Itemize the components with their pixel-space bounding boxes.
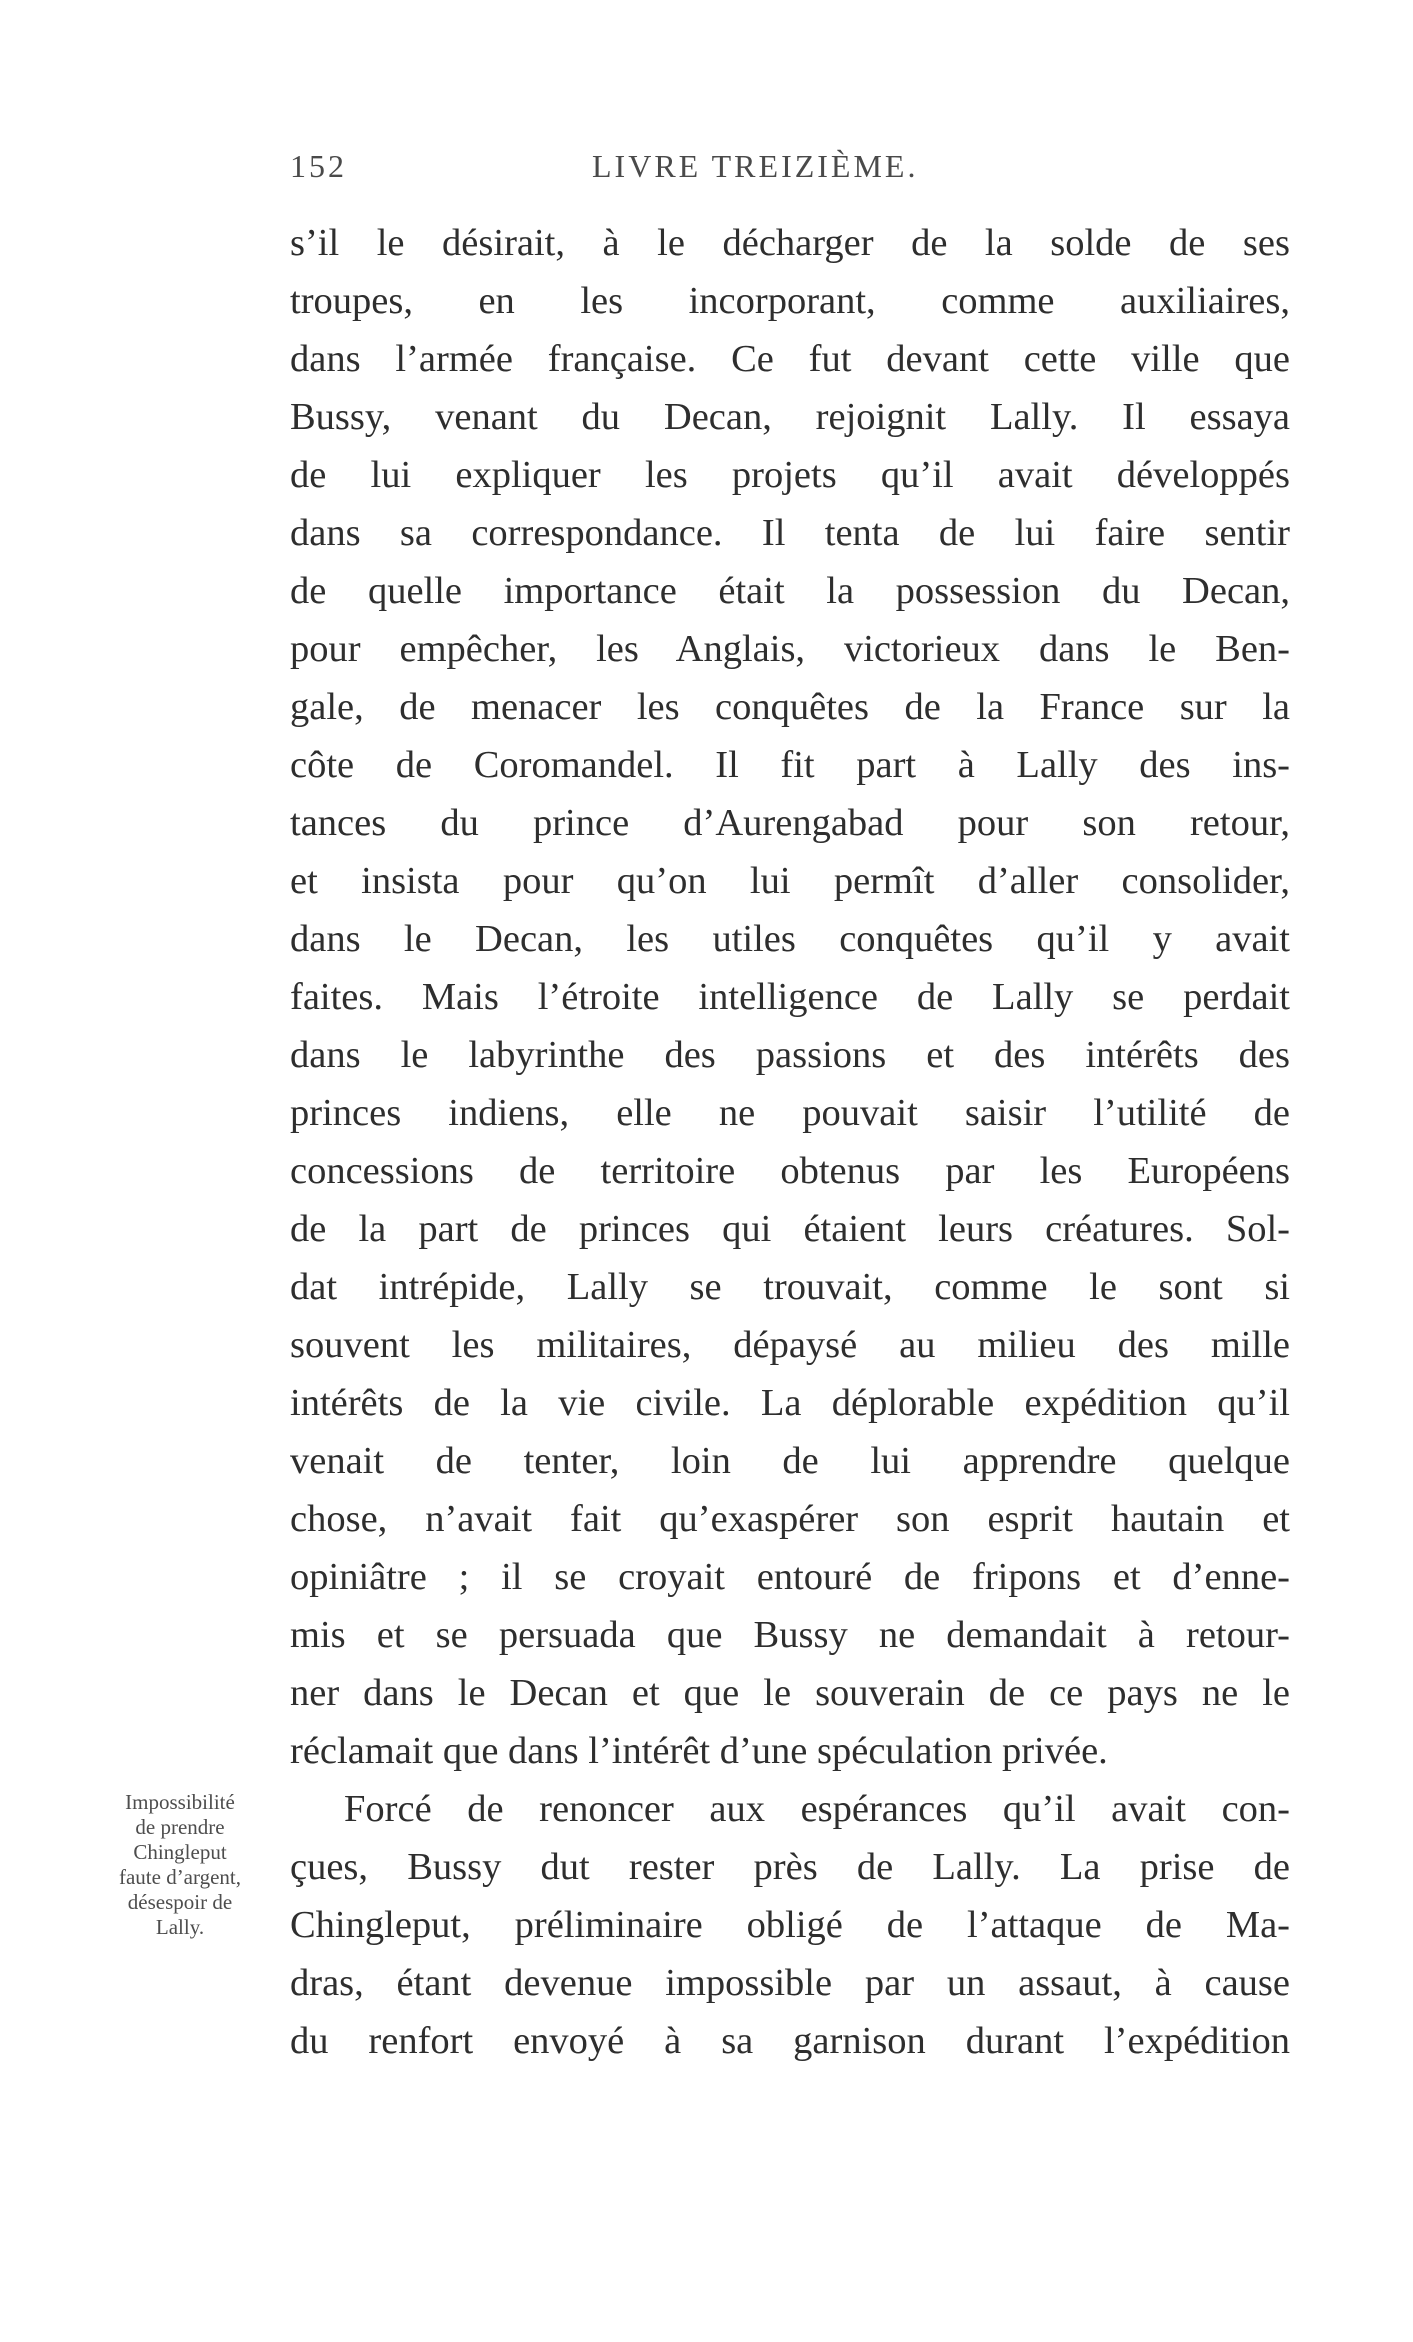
text-line: ner dans le Decan et que le souverain de ce pays ne le: [290, 1672, 1290, 1714]
text-line: de la part de princes qui étaient leurs créatures. Sol-: [290, 1208, 1290, 1250]
marginal-note-line: Impossibilité: [125, 1790, 235, 1814]
text-line: dans le labyrinthe des passions et des intérêts des: [290, 1034, 1290, 1076]
text-line: intérêts de la vie civile. La déplorable expédition qu’il: [290, 1382, 1290, 1424]
text-line: Chingleput, préliminaire obligé de l’attaque de Ma-: [290, 1904, 1290, 1946]
text-line: et insista pour qu’on lui permît d’aller consolider,: [290, 860, 1290, 902]
running-header: [290, 148, 1290, 198]
text-line: s’il le désirait, à le décharger de la solde de ses: [290, 222, 1290, 264]
marginal-note-line: Lally.: [155, 1915, 205, 1939]
text-line: réclamait que dans l’intérêt d’une spéculation privée.: [290, 1730, 1108, 1772]
marginal-note-line: de prendre: [135, 1815, 225, 1839]
text-line: dans sa correspondance. Il tenta de lui faire sentir: [290, 512, 1290, 554]
marginal-note-line: faute d’argent,: [118, 1865, 242, 1889]
text-line: de lui expliquer les projets qu’il avait développés: [290, 454, 1290, 496]
paragraph-start-line: Forcé de renoncer aux espérances qu’il avait con-: [344, 1788, 1290, 1830]
text-line: opiniâtre ; il se croyait entouré de fripons et d’enne-: [290, 1556, 1290, 1598]
text-line: dat intrépide, Lally se trouvait, comme le sont si: [290, 1266, 1290, 1308]
marginal-note: [80, 1790, 280, 1940]
text-line: tances du prince d’Aurengabad pour son retour,: [290, 802, 1290, 844]
page-number: 152: [290, 148, 347, 184]
text-line: dans le Decan, les utiles conquêtes qu’il y avait: [290, 918, 1290, 960]
text-line: venait de tenter, loin de lui apprendre quelque: [290, 1440, 1290, 1482]
marginal-note-line: désespoir de: [127, 1890, 233, 1914]
text-line: mis et se persuada que Bussy ne demandait à retour-: [290, 1614, 1290, 1656]
text-line: Bussy, venant du Decan, rejoignit Lally. Il essaya: [290, 396, 1290, 438]
body-text: [290, 214, 1290, 2070]
text-line: pour empêcher, les Anglais, victorieux dans le Ben-: [290, 628, 1290, 670]
text-line: princes indiens, elle ne pouvait saisir l’utilité de: [290, 1092, 1290, 1134]
marginal-note-line: Chingleput: [133, 1840, 227, 1864]
text-line: troupes, en les incorporant, comme auxiliaires,: [290, 280, 1290, 322]
text-line: faites. Mais l’étroite intelligence de Lally se perdait: [290, 976, 1290, 1018]
chapter-title: LIVRE TREIZIÈME.: [592, 148, 919, 184]
text-line: côte de Coromandel. Il fit part à Lally des ins-: [290, 744, 1290, 786]
text-line: dras, étant devenue impossible par un assaut, à cause: [290, 1962, 1290, 2004]
text-line: du renfort envoyé à sa garnison durant l’expédition: [290, 2020, 1290, 2062]
text-line: çues, Bussy dut rester près de Lally. La prise de: [290, 1846, 1290, 1888]
text-line: gale, de menacer les conquêtes de la France sur la: [290, 686, 1290, 728]
text-line: concessions de territoire obtenus par les Européens: [290, 1150, 1290, 1192]
text-line: souvent les militaires, dépaysé au milieu des mille: [290, 1324, 1290, 1366]
text-line: dans l’armée française. Ce fut devant cette ville que: [290, 338, 1290, 380]
text-line: chose, n’avait fait qu’exaspérer son esprit hautain et: [290, 1498, 1290, 1540]
text-line: de quelle importance était la possession du Decan,: [290, 570, 1290, 612]
